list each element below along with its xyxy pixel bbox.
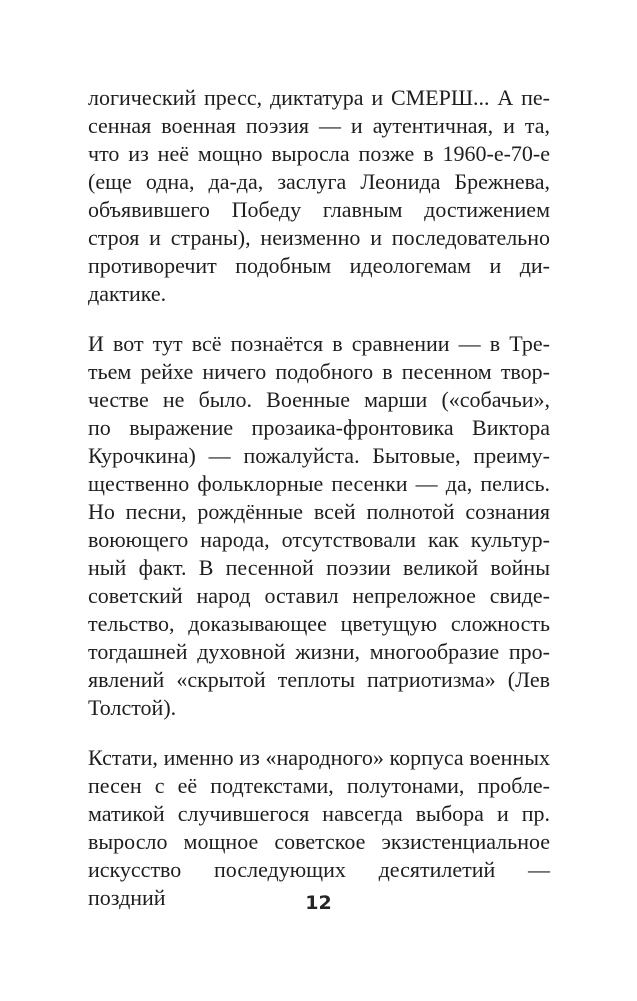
- text-line: честве не было. Военные марши («собачьи»,: [88, 387, 550, 412]
- text-line: Толстой).: [88, 695, 177, 720]
- text-line: что из неё мощно выросла позже в 1960-е-70-е: [88, 141, 550, 166]
- text-line: советский народ оставил непреложное свиде-: [88, 583, 550, 608]
- text-line: объявившего Победу главным достижением: [88, 197, 550, 222]
- text-line: сенная военная поэзия — и аутентичная, и та,: [88, 113, 550, 138]
- paragraph-1: [88, 84, 550, 308]
- page-number: 12: [305, 892, 332, 914]
- text-line: строя и страны), неизменно и последовательно: [88, 225, 550, 250]
- text-line: воюющего народа, отсутствовали как культур-: [88, 527, 550, 552]
- text-line: явлений «скрытой теплоты патриотизма» (Лев: [88, 667, 550, 692]
- text-line: логический пресс, диктатура и СМЕРШ... А пе-: [88, 85, 550, 110]
- text-line: выросло мощное советское экзистенциальное: [88, 829, 550, 854]
- text-line: искусство последующих десятилетий — поздний: [88, 857, 550, 910]
- text-line: по выражение прозаика-фронтовика Виктора: [88, 415, 550, 440]
- text-line: тьем рейхе ничего подобного в песенном твор-: [88, 359, 550, 384]
- text-line: Курочкина) — пожалуйста. Бытовые, преиму-: [88, 443, 550, 468]
- text-line: щественно фольклорные песенки — да, пелись.: [88, 471, 550, 496]
- text-line: И вот тут всё познаётся в сравнении — в Тре-: [88, 331, 550, 356]
- text-line: тогдашней духовной жизни, многообразие про-: [88, 639, 550, 664]
- text-line: Но песни, рождённые всей полнотой сознания: [88, 499, 550, 524]
- text-line: ный факт. В песенной поэзии великой войны: [88, 555, 550, 580]
- text-line: противоречит подобным идеологемам и ди-: [88, 253, 550, 278]
- text-line: дактике.: [88, 281, 167, 306]
- text-line: матикой случившегося навсегда выбора и пр.: [88, 801, 550, 826]
- text-line: (еще одна, да-да, заслуга Леонида Брежнева,: [88, 169, 550, 194]
- text-line: тельство, доказывающее цветущую сложность: [88, 611, 550, 636]
- paragraph-2: [88, 330, 550, 722]
- text-line: песен с её подтекстами, полутонами, пробле-: [88, 773, 550, 798]
- text-line: Кстати, именно из «народного» корпуса военных: [88, 745, 550, 770]
